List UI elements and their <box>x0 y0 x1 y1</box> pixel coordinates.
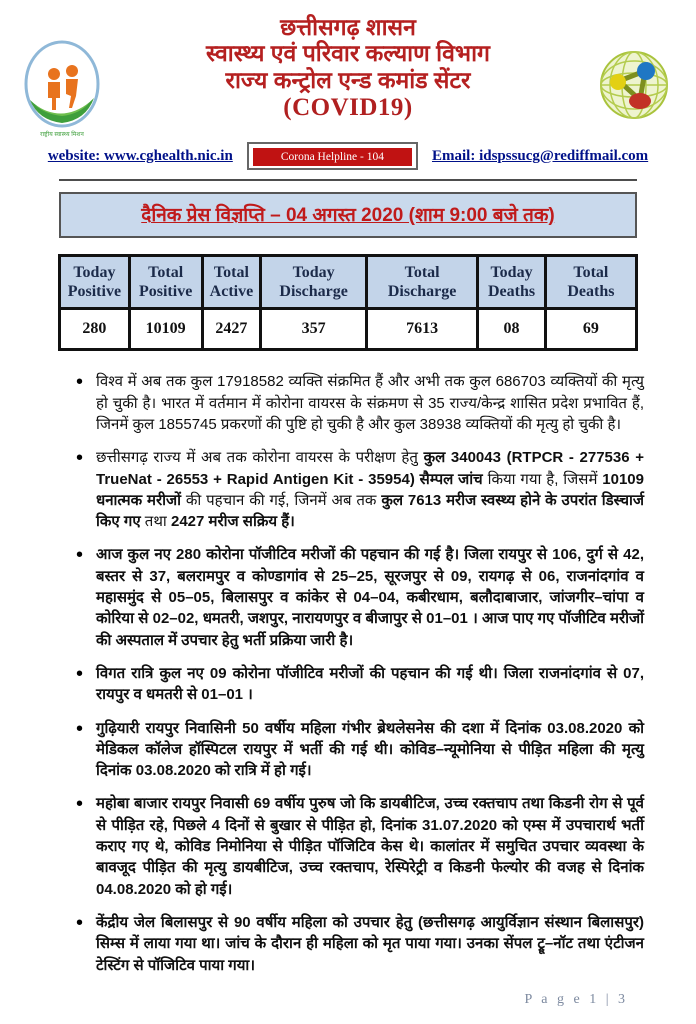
text-segment: 10109 धनात्मक मरीजों <box>96 470 644 509</box>
svg-text:राष्ट्रीय स्वास्थ्य मिशन: राष्ट्रीय स्वास्थ्य मिशन <box>40 132 84 138</box>
table-header-cell: Total Positive <box>129 256 202 309</box>
text-segment: गुढ़ियारी रायपुर निवासिनी 50 वर्षीय महिला गंभीर ब्रेथलेसनेस की दशा में दिनांक 03.08.2020 को मेडिकल कॉलेज हॉस्पिटल रायपुर में भर्ती की गई थी। कोविड–न्यूमोनिया से पीड़ित महिला की मृत्यु दिनांक 03.08.2020 को रात्रि में हो गई। <box>96 719 644 780</box>
contact-row <box>0 142 696 170</box>
list-item <box>74 371 644 435</box>
text-segment: कुल 7613 मरीज स्वस्थ्य होने के उपरांत डिस्चार्ज किए गए <box>96 491 645 531</box>
email-link[interactable]: Email: idspssucg@rediffmail.com <box>431 147 649 164</box>
table-header-cell: Total Active <box>202 256 261 309</box>
table-header-cell: Total Deaths <box>545 256 636 309</box>
page-number: P a g e 1 | 3 <box>524 992 628 1007</box>
nhm-logo <box>16 14 108 142</box>
text-segment: छत्तीसगढ़ राज्य में अब तक कोरोना वायरस के परीक्षण हेतु <box>96 449 424 467</box>
table-header-cell: Today Deaths <box>478 256 546 309</box>
text-segment: की पहचान की गई, जिनमें अब तक <box>185 491 382 509</box>
org-title-line2: स्वास्थ्य एवं परिवार कल्याण विभाग <box>206 40 490 67</box>
text-segment: कुल 340043 (RTPCR - 277536 + TrueNat - 26553 + Rapid Antigen Kit - 35954) सैम्पल जांच <box>96 449 644 488</box>
list-item <box>74 793 644 899</box>
idsp-logo <box>588 14 680 124</box>
header-titles <box>108 14 588 122</box>
table-value-cell: 08 <box>478 309 546 350</box>
text-segment: 2427 मरीज सक्रिय हैं। <box>170 513 295 531</box>
table-header-row <box>60 256 637 309</box>
table-value-cell: 7613 <box>366 309 477 350</box>
press-release-title-bar <box>59 192 637 238</box>
list-item <box>74 912 644 976</box>
list-item <box>74 663 644 706</box>
table-value-cell: 280 <box>60 309 130 350</box>
table-header-cell: Today Discharge <box>261 256 367 309</box>
idsp-globe-icon <box>595 46 673 124</box>
list-item <box>74 544 644 650</box>
document-header <box>0 0 696 142</box>
table-value-cell: 69 <box>545 309 636 350</box>
text-segment: विश्व में अब तक कुल 17918582 व्यक्ति संक्रमित हैं और अभी तक कुल 686703 व्यक्तियों की मृत्यु हो चुकी है। भारत में वर्तमान में कोरोना वायरस के संक्रमण से 35 राज्य/केन्द्र शासित प्रदेश प्रभावित हैं, जिनमें कुल 1855745 प्रकरणों की पुष्टि हो चुकी है और कुल 38938 व्यक्तियों की मृत्यु हो चुकी है। <box>96 373 644 433</box>
website-link[interactable]: website: www.cghealth.nic.in <box>47 147 233 164</box>
text-segment: तथा <box>144 513 171 531</box>
press-release-title: दैनिक प्रेस विज्ञप्ति – 04 अगस्त 2020 (शाम 9:00 बजे तक) <box>141 205 555 226</box>
bullet-list <box>74 371 644 975</box>
table-value-cell: 10109 <box>129 309 202 350</box>
text-segment: केंद्रीय जेल बिलासपुर से 90 वर्षीय महिला को उपचार हेतु (छत्तीसगढ़ आयुर्विज्ञान संस्थान बिलासपुर) सिम्स में लाया गया था। जांच के दौरान ही महिला को मृत पाया गया। उनका सेंपल ट्रू–नॉट तथा एंटीजन टेस्टिंग से पॉजिटिव पाया गया। <box>96 913 644 974</box>
org-title-line1: छत्तीसगढ़ शासन <box>280 14 416 40</box>
covid19-label: (COVID19) <box>283 94 413 122</box>
table-header-cell: Today Positive <box>60 256 130 309</box>
table-value-row <box>60 309 637 350</box>
covid-stats-table <box>58 254 638 351</box>
table-value-cell: 2427 <box>202 309 261 350</box>
table-header-cell: Total Discharge <box>366 256 477 309</box>
table-value-cell: 357 <box>261 309 367 350</box>
list-item <box>74 718 644 782</box>
text-segment: महोबा बाजार रायपुर निवासी 69 वर्षीय पुरुष जो कि डायबीटिज, उच्च रक्तचाप तथा किडनी रोग से पूर्व से पीड़ित रहे, पिछले 4 दिनों से बुखार से पीड़ित हो, दिनांक 31.07.2020 को एम्स में उपचारार्थ भर्ती कराए गए थे, कोविड निमोनिया से पीड़ित पॉजिटिव केस थे। कालांतर में समुचित उपचार व्यवस्था के बावजूद पीड़ित की मृत्यु डायबीटिज, उच्च रक्तचाप, रेस्पिरेट्री व किडनी फेल्योर की वजह से दिनांक 04.08.2020 को हो गई। <box>96 795 644 898</box>
header-divider <box>59 179 637 181</box>
helpline-badge-text: Corona Helpline - 104 <box>253 148 412 166</box>
text-segment: किया गया है, जिसमें <box>487 470 603 488</box>
list-item <box>74 447 644 532</box>
text-segment: विगत रात्रि कुल नए 09 कोरोना पॉजीटिव मरीजों की पहचान की गई थी। जिला राजनांदगांव से 07, रायपुर व धमतरी से 01–01 । <box>96 664 644 704</box>
org-title-line3: राज्य कन्ट्रोल एन्ड कमांड सेंटर <box>225 66 471 93</box>
nhm-family-leaf-icon <box>20 38 104 142</box>
helpline-badge <box>247 142 418 170</box>
text-segment: आज कुल नए 280 कोरोना पॉजीटिव मरीजों की पहचान की गई है। जिला रायपुर से 106, दुर्ग से 42, बस्तर से 37, बलरामपुर व कोण्डागांव से 25–25, सूरजपुर से 09, रायगढ़ से 06, राजनांदगांव व महासमुंद से 05–05, बिलासपुर व कांकेर से 04–04, कबीरधाम, बलौदाबाजार, जांजगीर–चांपा व कोरिया से 02–02, धमतरी, जशपुर, नारायणपुर व बीजापुर से 01–01 । आज पाए गए पॉजीटिव मरीजों की अस्पताल में उपचार हेतु भर्ती प्रक्रिया जारी है। <box>96 546 644 649</box>
